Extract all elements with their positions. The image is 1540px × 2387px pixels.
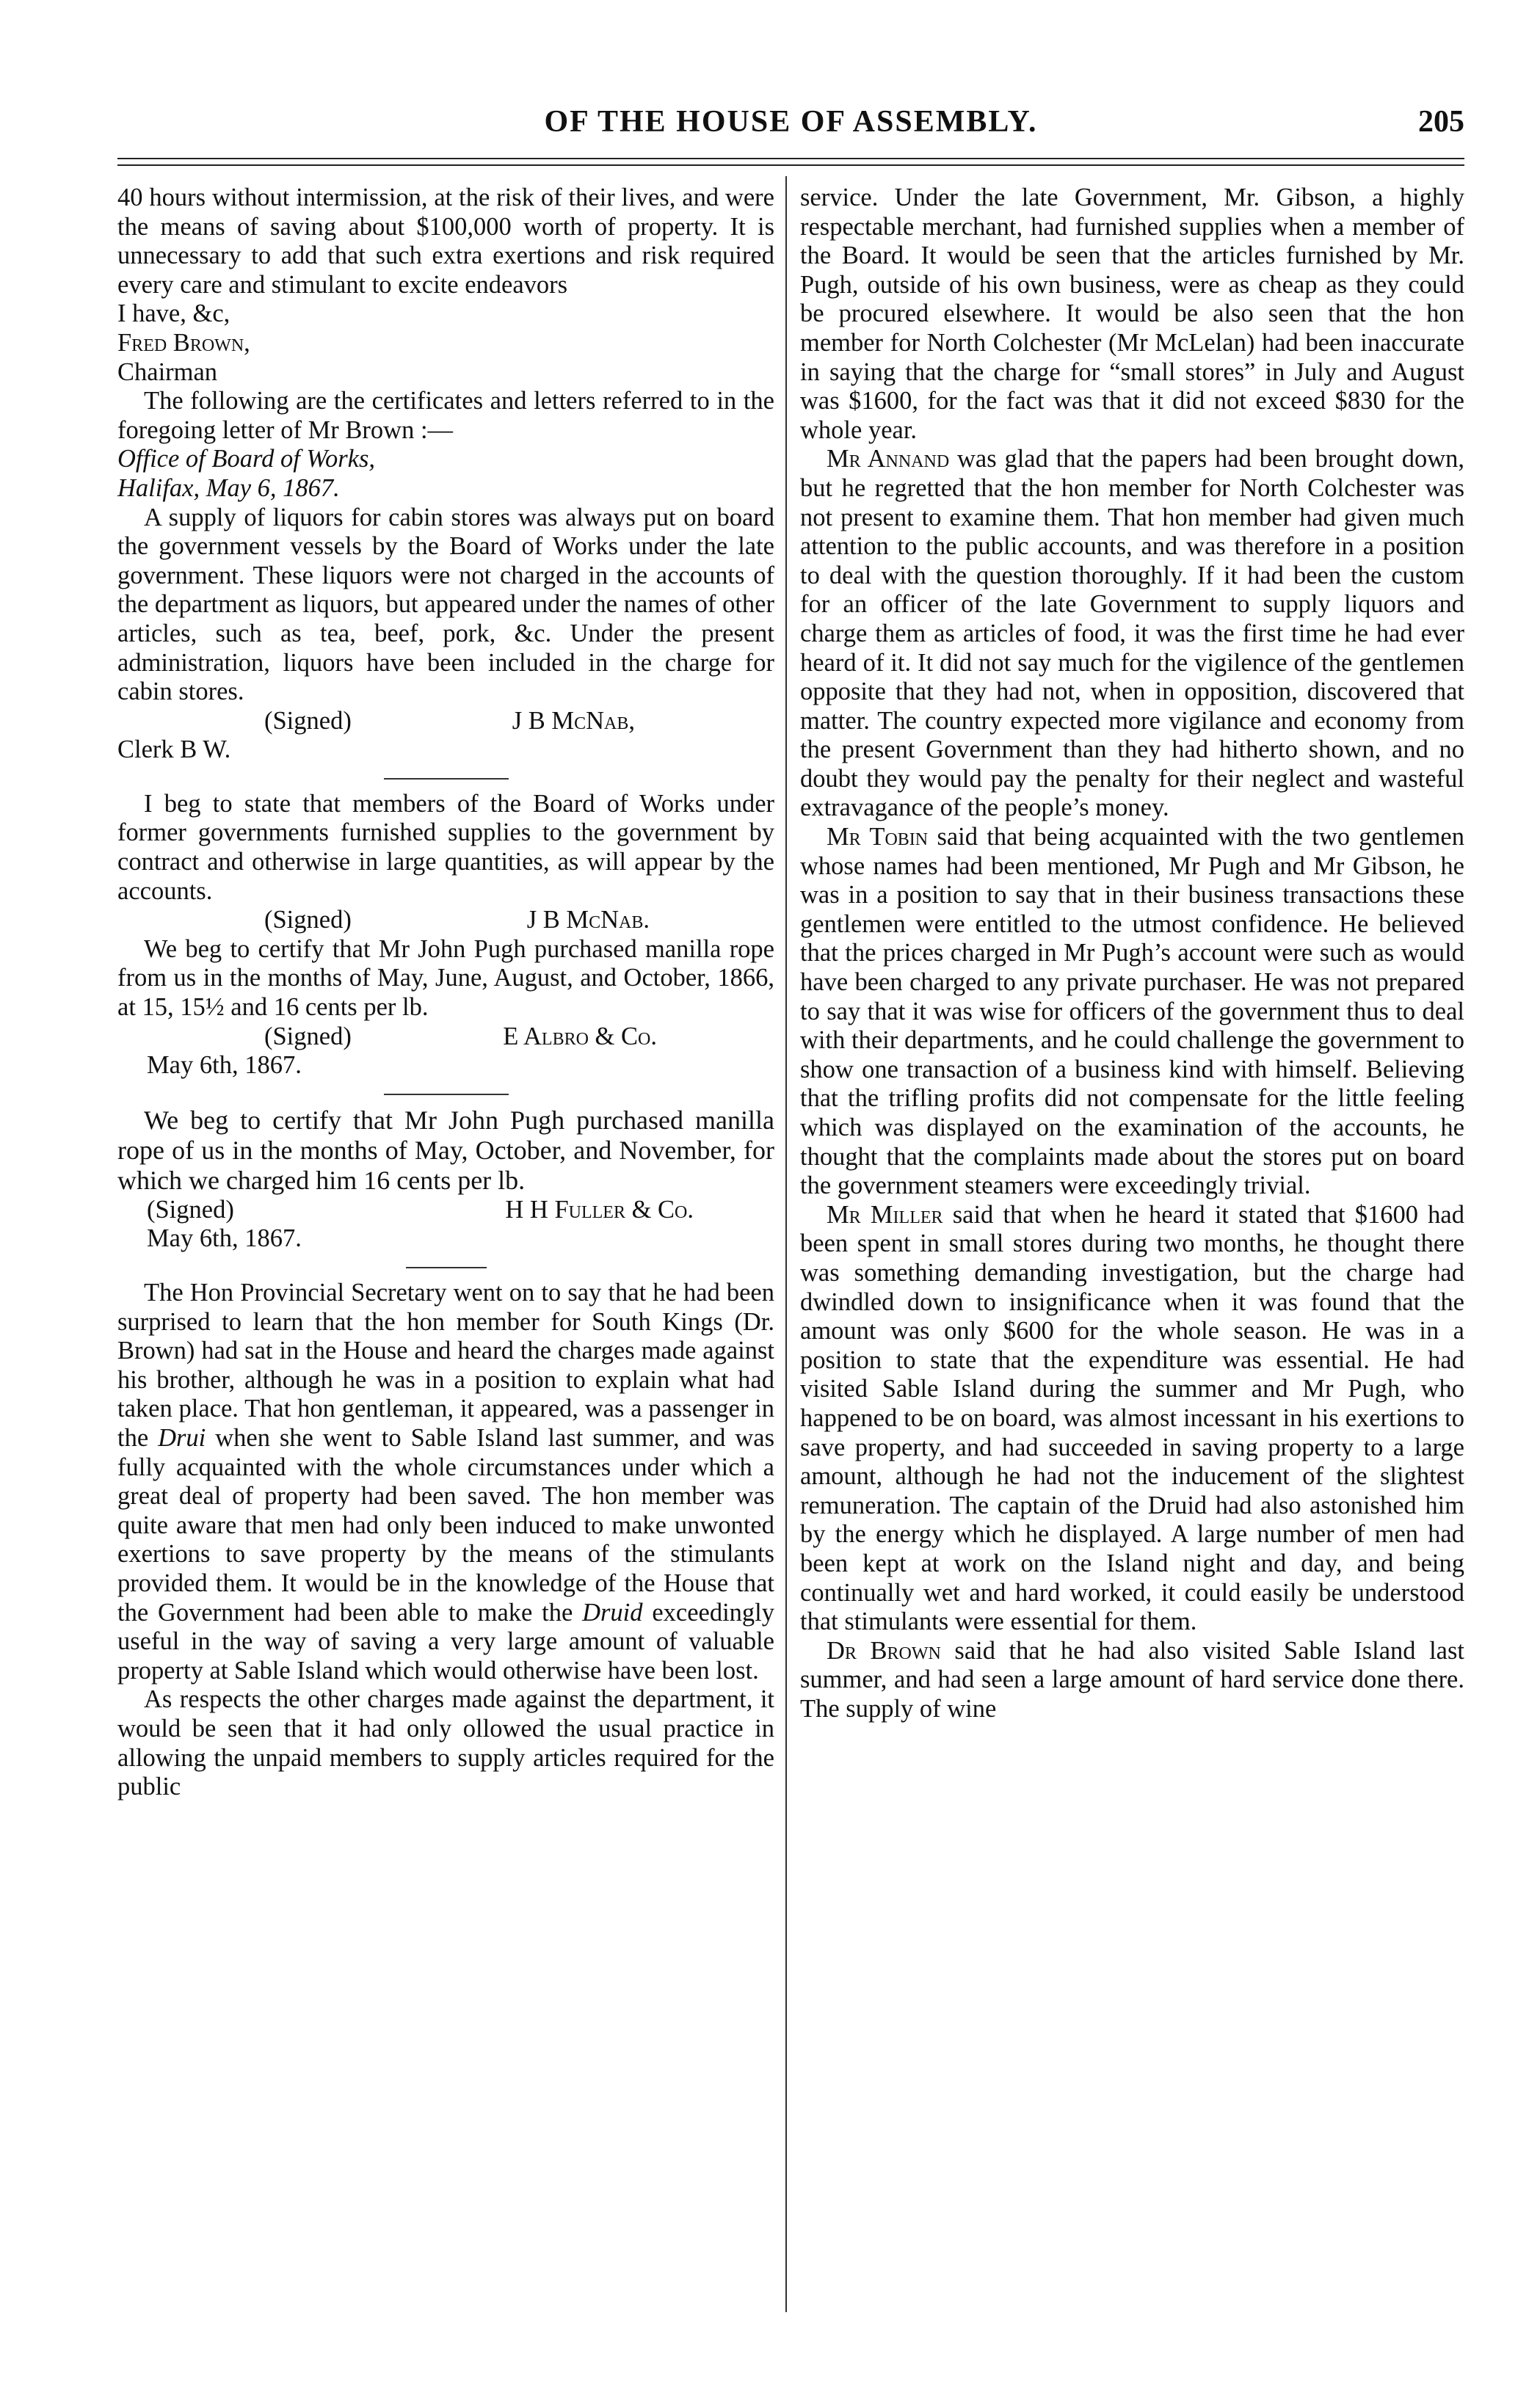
speaker-name: Dr Brown <box>827 1636 941 1665</box>
left-column <box>117 184 774 1802</box>
text-run: The Hon Provincial Secretary went on to say that he had been surprised to learn that the hon member for South Kings (Dr. Brown) had sat in the House and heard the charges made against his brother, although he was in a position to explain what had taken place. That hon gentleman, it appeared, was a passenger in the <box>117 1279 774 1452</box>
signature-title: Clerk B W. <box>117 735 231 764</box>
left-paragraph-5: We beg to certify that Mr John Pugh purchased manilla rope from us in the months of May, June, August, and October, 1866, at 15, 15½ and 16 cents per lb. <box>117 934 774 1022</box>
signed-label: (Signed) <box>264 706 352 735</box>
signature-name: J B McNab, <box>512 706 635 735</box>
signature-name: J B McNab. <box>526 906 650 934</box>
right-paragraph-2 <box>800 445 1464 823</box>
signed-label: (Signed) <box>147 1195 234 1224</box>
section-rule <box>384 1094 509 1095</box>
right-column <box>800 184 1464 1723</box>
left-paragraph-2: The following are the certificates and letters referred to in the foregoing letter of Mr Brown :— <box>117 387 774 444</box>
date-line: May 6th, 1867. <box>147 1224 302 1253</box>
signer-name: Fred Brown, <box>117 328 250 357</box>
left-paragraph-8: As respects the other charges made against the department, it would be seen that it had only ollowed the usual practice in allowing the unpaid members to supply articles required for the public <box>117 1685 774 1801</box>
left-paragraph-1: 40 hours without intermission, at the risk of their lives, and were the means of saving about $100,000 worth of property. It is unnecessary to add that such extra exertions and risk required every care and stimulant to excite endeavors <box>117 184 774 299</box>
signature-1 <box>117 707 774 736</box>
page-number: 205 <box>1418 105 1464 139</box>
signed-label: (Signed) <box>264 906 352 934</box>
right-paragraph-4 <box>800 1201 1464 1637</box>
running-title: OF THE HOUSE OF ASSEMBLY. <box>544 105 1038 139</box>
valediction: I have, &c, <box>117 299 230 328</box>
left-paragraph-6: We beg to certify that Mr John Pugh purchased manilla rope of us in the months of May, October, and November, for which we charged him 16 cents per lb. <box>117 1105 774 1195</box>
left-paragraph-3: A supply of liquors for cabin stores was always put on board the government vessels by the Board of Works under the late government. These liquors were not charged in the accounts of the department as liquors, but appeared under the names of other articles, such as tea, beef, pork, &c. Under the present administration, liquors have been included in the charge for cabin stores. <box>117 503 774 706</box>
right-paragraph-1: service. Under the late Government, Mr. Gibson, a highly respectable merchant, had furnished supplies when a member of the Board. It would be seen that the articles furnished by Mr. Pugh, outside of his own business, were as cheap as they could be procured elsewhere. It would be also seen that the hon member for North Colchester (Mr McLelan) had been inaccurate in saying that the charge for “small stores” in July and August was $1600, for the fact was that it did not exceed $830 for the whole year. <box>800 184 1464 444</box>
ship-name: Drui <box>158 1423 206 1452</box>
signature-name: E Albro & Co. <box>503 1022 657 1050</box>
text-run: when she went to Sable Island last summer, and was fully acquainted with the whole circumstances under which a great deal of property had been saved. The hon member was quite aware that men had only been induced to make unwonted exertions to save property by the means of the stimulants provided them. It would be in the knowledge of the House that the Government had been able to make the <box>117 1423 774 1627</box>
date-line: May 6th, 1867. <box>147 1051 302 1080</box>
signature-3 <box>117 1022 774 1052</box>
text-run: said that when he heard it stated that $1600 had been spent in small stores during two months, he thought there was something demanding investigation, but the charge had dwindled down to insignificance when it was found that the amount was only $600 for the whole season. He was in a position to state that the expenditure was essential. He had visited Sable Island during the summer and Mr Pugh, who happened to be on board, was almost incessant in his exertions to save property, and had succeeded in saving property to a large amount, although he had not the inducement of the slightest remuneration. The captain of the Druid had also astonished him by the energy which he displayed. A large number of men had been kept at work on the Island night and day, and being continually wet and hard worked, it could easily be understood that stimulants were essential for them. <box>800 1200 1464 1636</box>
signature-2 <box>117 906 774 935</box>
header-rule-bottom <box>117 164 1464 166</box>
header-rule-top <box>117 158 1464 159</box>
left-paragraph-4: I beg to state that members of the Board of Works under former governments furnished supplies to the government by contract and otherwise in large quantities, as will appear by the accounts. <box>117 789 774 905</box>
text-run: exceedingly useful in the way of saving a very large amount of valuable property at Sable Island which would otherwise have been lost. <box>117 1598 775 1685</box>
column-divider <box>785 176 787 2312</box>
speaker-name: Mr Annand <box>827 445 950 473</box>
signer-title: Chairman <box>117 357 218 386</box>
right-paragraph-3 <box>800 823 1464 1201</box>
ship-name: Druid <box>582 1598 643 1627</box>
text-run: said that being acquainted with the two gentlemen whose names had been mentioned, Mr Pugh and Mr Gibson, he was in a position to say that in their business transactions these gentlemen were entitled to the utmost confidence. He believed that the prices charged in Mr Pugh’s account were such as would have been charged to any private purchaser. He was not prepared to say that it was wise for officers of the government thus to deal with their departments, and he could challenge the government to show one transaction of a business kind with himself. Believing that the trifling profits did not compensate for the little feeling which was displayed on the examination of the accounts, he thought that the complaints made about the stores put on board the government steamers were exceedingly trivial. <box>800 823 1464 1200</box>
running-head <box>117 104 1464 148</box>
right-paragraph-5 <box>800 1637 1464 1724</box>
text-run: was glad that the papers had been brought down, but he regretted that the hon member for North Colchester was not present to examine them. That hon member had given much attention to the public accounts, and was therefore in a position to deal with the question thoroughly. If it had been the custom for an officer of the late Government to supply liquors and charge them as articles of food, it was the first time he had ever heard of it. It did not say much for the vigilence of the gentlemen opposite that they had not, when in opposition, discovered that matter. The country expected more vigilance and economy from the present Government than they had hitherto shown, and no doubt they would pay the penalty for their neglect and wasteful extravagance of the people’s money. <box>800 445 1464 822</box>
section-rule <box>384 778 509 780</box>
signed-label: (Signed) <box>264 1022 352 1050</box>
signature-4 <box>117 1196 774 1225</box>
speaker-name: Mr Tobin <box>827 823 929 851</box>
section-rule <box>406 1267 487 1268</box>
signature-name: H H Fuller & Co. <box>505 1195 694 1224</box>
text-run: said that he had also visited Sable Island last summer, and had seen a large amount of hard service done there. The supply of wine <box>800 1636 1464 1723</box>
speaker-name: Mr Miller <box>827 1200 943 1229</box>
office-address-2: Halifax, May 6, 1867. <box>117 473 340 502</box>
office-address-1: Office of Board of Works, <box>117 445 376 473</box>
left-paragraph-7 <box>117 1279 774 1685</box>
